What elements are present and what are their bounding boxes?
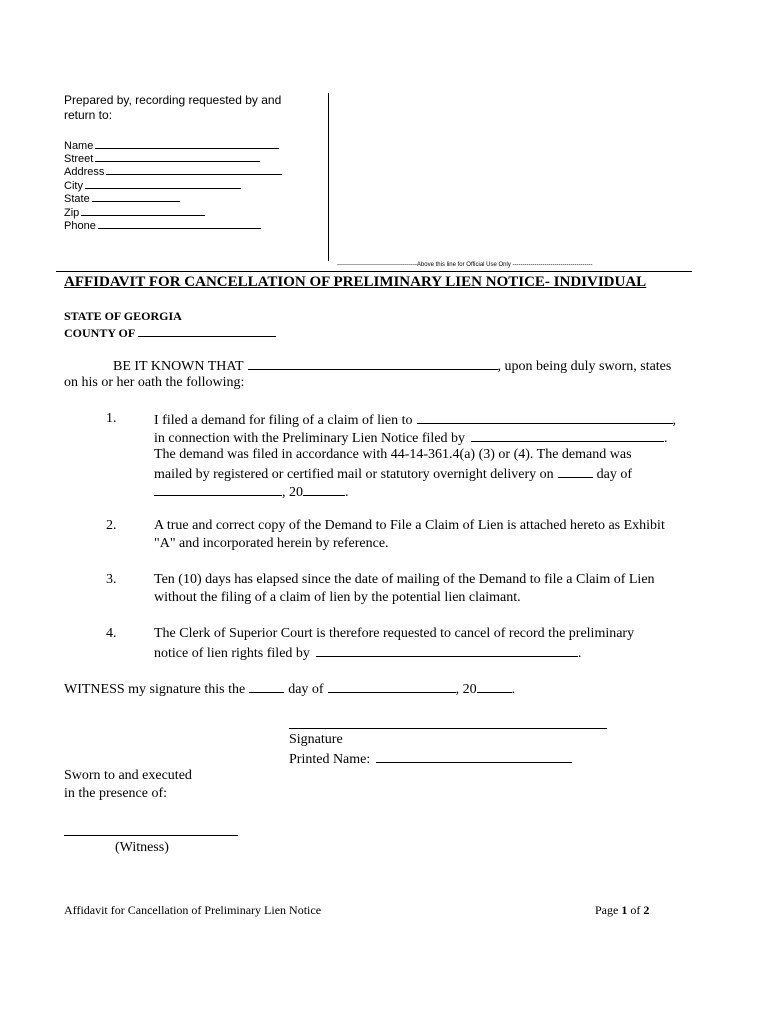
witness-label: (Witness) [115, 840, 169, 855]
witness-month-blank[interactable] [328, 680, 456, 693]
prepared-by-line2: return to: [64, 108, 113, 122]
mailing-day-blank[interactable] [558, 465, 593, 478]
page-indicator [595, 903, 649, 918]
city-label: City [64, 180, 83, 192]
mailing-year-blank[interactable] [303, 483, 345, 496]
witness-year-prefix: , 20 [455, 682, 477, 697]
notice-filed-by-blank[interactable] [471, 429, 664, 442]
intro-text-b: , upon being duly sworn, states [497, 359, 672, 374]
sworn-line2: in the presence of: [64, 786, 168, 801]
item-4-number: 4. [106, 626, 117, 641]
printed-name-blank[interactable] [376, 750, 572, 763]
phone-field-row [64, 216, 261, 232]
item-1-line5: , 20 . [154, 483, 349, 501]
item-1-line3: The demand was filed in accordance with 44-14-361.4(a) (3) or (4). The demand was [154, 447, 632, 462]
phone-blank[interactable] [98, 216, 261, 229]
item-1-text-d: mailed by registered or certified mail or statutory overnight delivery on [154, 467, 554, 482]
street-blank[interactable] [95, 149, 260, 162]
total-page-number: 2 [643, 903, 650, 917]
item-2-line2: "A" and incorporated herein by reference. [154, 536, 389, 551]
state-heading: STATE OF GEORGIA [64, 309, 182, 323]
lien-rights-filed-by-blank[interactable] [316, 644, 578, 657]
item-4-line1: The Clerk of Superior Court is therefore requested to cancel of record the preliminary [154, 626, 635, 641]
item-4-line2: notice of lien rights filed by . [154, 646, 582, 661]
address-label: Address [64, 166, 105, 178]
official-use-note: ----------------------------------------Above this line for Official Use Only ---------------------------------------- [337, 262, 593, 268]
county-heading [64, 324, 276, 341]
vertical-divider [328, 93, 329, 261]
witness-text-a: WITNESS my signature this the [64, 682, 246, 697]
zip-label: Zip [64, 207, 80, 219]
current-page-number: 1 [621, 903, 628, 917]
sworn-line1: Sworn to and executed [64, 768, 192, 783]
footer-title: Affidavit for Cancellation of Preliminary Lien Notice [64, 903, 322, 917]
item-2-number: 2. [106, 518, 117, 533]
lien-claimant-blank[interactable] [417, 411, 673, 424]
prepared-by-line1: Prepared by, recording requested by and [64, 93, 282, 107]
item-3-line1: Ten (10) days has elapsed since the date of mailing of the Demand to file a Claim of Lien [154, 572, 655, 587]
street-label: Street [64, 153, 94, 165]
page-of-label: of [630, 903, 641, 917]
item-3-number: 3. [106, 572, 117, 587]
county-blank[interactable] [138, 324, 276, 337]
document-title: AFFIDAVIT FOR CANCELLATION OF PRELIMINARY LIEN NOTICE- INDIVIDUAL [64, 274, 647, 290]
phone-label: Phone [64, 220, 96, 232]
witness-text-b: day of [288, 682, 324, 697]
printed-name-label: Printed Name: [289, 752, 371, 767]
mailing-month-blank[interactable] [154, 483, 282, 496]
name-label: Name [64, 140, 94, 152]
witness-day-blank[interactable] [249, 680, 284, 693]
state-label: State [64, 193, 90, 205]
address-blank[interactable] [106, 162, 282, 175]
item-3-line2: without the filing of a claim of lien by the potential lien claimant. [154, 590, 521, 605]
intro-line1 [113, 357, 671, 375]
state-blank[interactable] [92, 189, 180, 202]
signature-line[interactable] [289, 728, 607, 729]
witness-signature-line[interactable] [64, 835, 238, 836]
signature-label: Signature [289, 732, 343, 747]
intro-line2: on his or her oath the following: [64, 375, 245, 390]
item-2-line1: A true and correct copy of the Demand to File a Claim of Lien is attached hereto as Exhibit [154, 518, 665, 533]
official-use-rule [56, 271, 692, 272]
county-label: COUNTY OF [64, 326, 136, 340]
printed-name-row [289, 750, 572, 768]
item-1-number: 1. [106, 411, 117, 426]
zip-blank[interactable] [81, 203, 205, 216]
affiant-name-blank[interactable] [248, 357, 498, 370]
witness-line: WITNESS my signature this the day of , 20 . [64, 682, 516, 697]
item-4-text-b: notice of lien rights filed by [154, 646, 310, 661]
page-label: Page [595, 903, 619, 917]
item-1-line4 [154, 465, 632, 483]
intro-text-a: BE IT KNOWN THAT [113, 359, 244, 374]
item-1-day-of: day of [596, 467, 633, 482]
name-blank[interactable] [95, 136, 279, 149]
item-1-year-prefix: , 20 [282, 485, 303, 500]
item-1-line2: in connection with the Preliminary Lien Notice filed by . [154, 431, 668, 446]
item-1-text-b: in connection with the Preliminary Lien Notice filed by [154, 431, 466, 446]
witness-year-blank[interactable] [477, 680, 512, 693]
city-blank[interactable] [85, 176, 241, 189]
item-1-line1: I filed a demand for filing of a claim of lien to , [154, 413, 677, 428]
item-1-text-a: I filed a demand for filing of a claim of lien to [154, 413, 413, 428]
